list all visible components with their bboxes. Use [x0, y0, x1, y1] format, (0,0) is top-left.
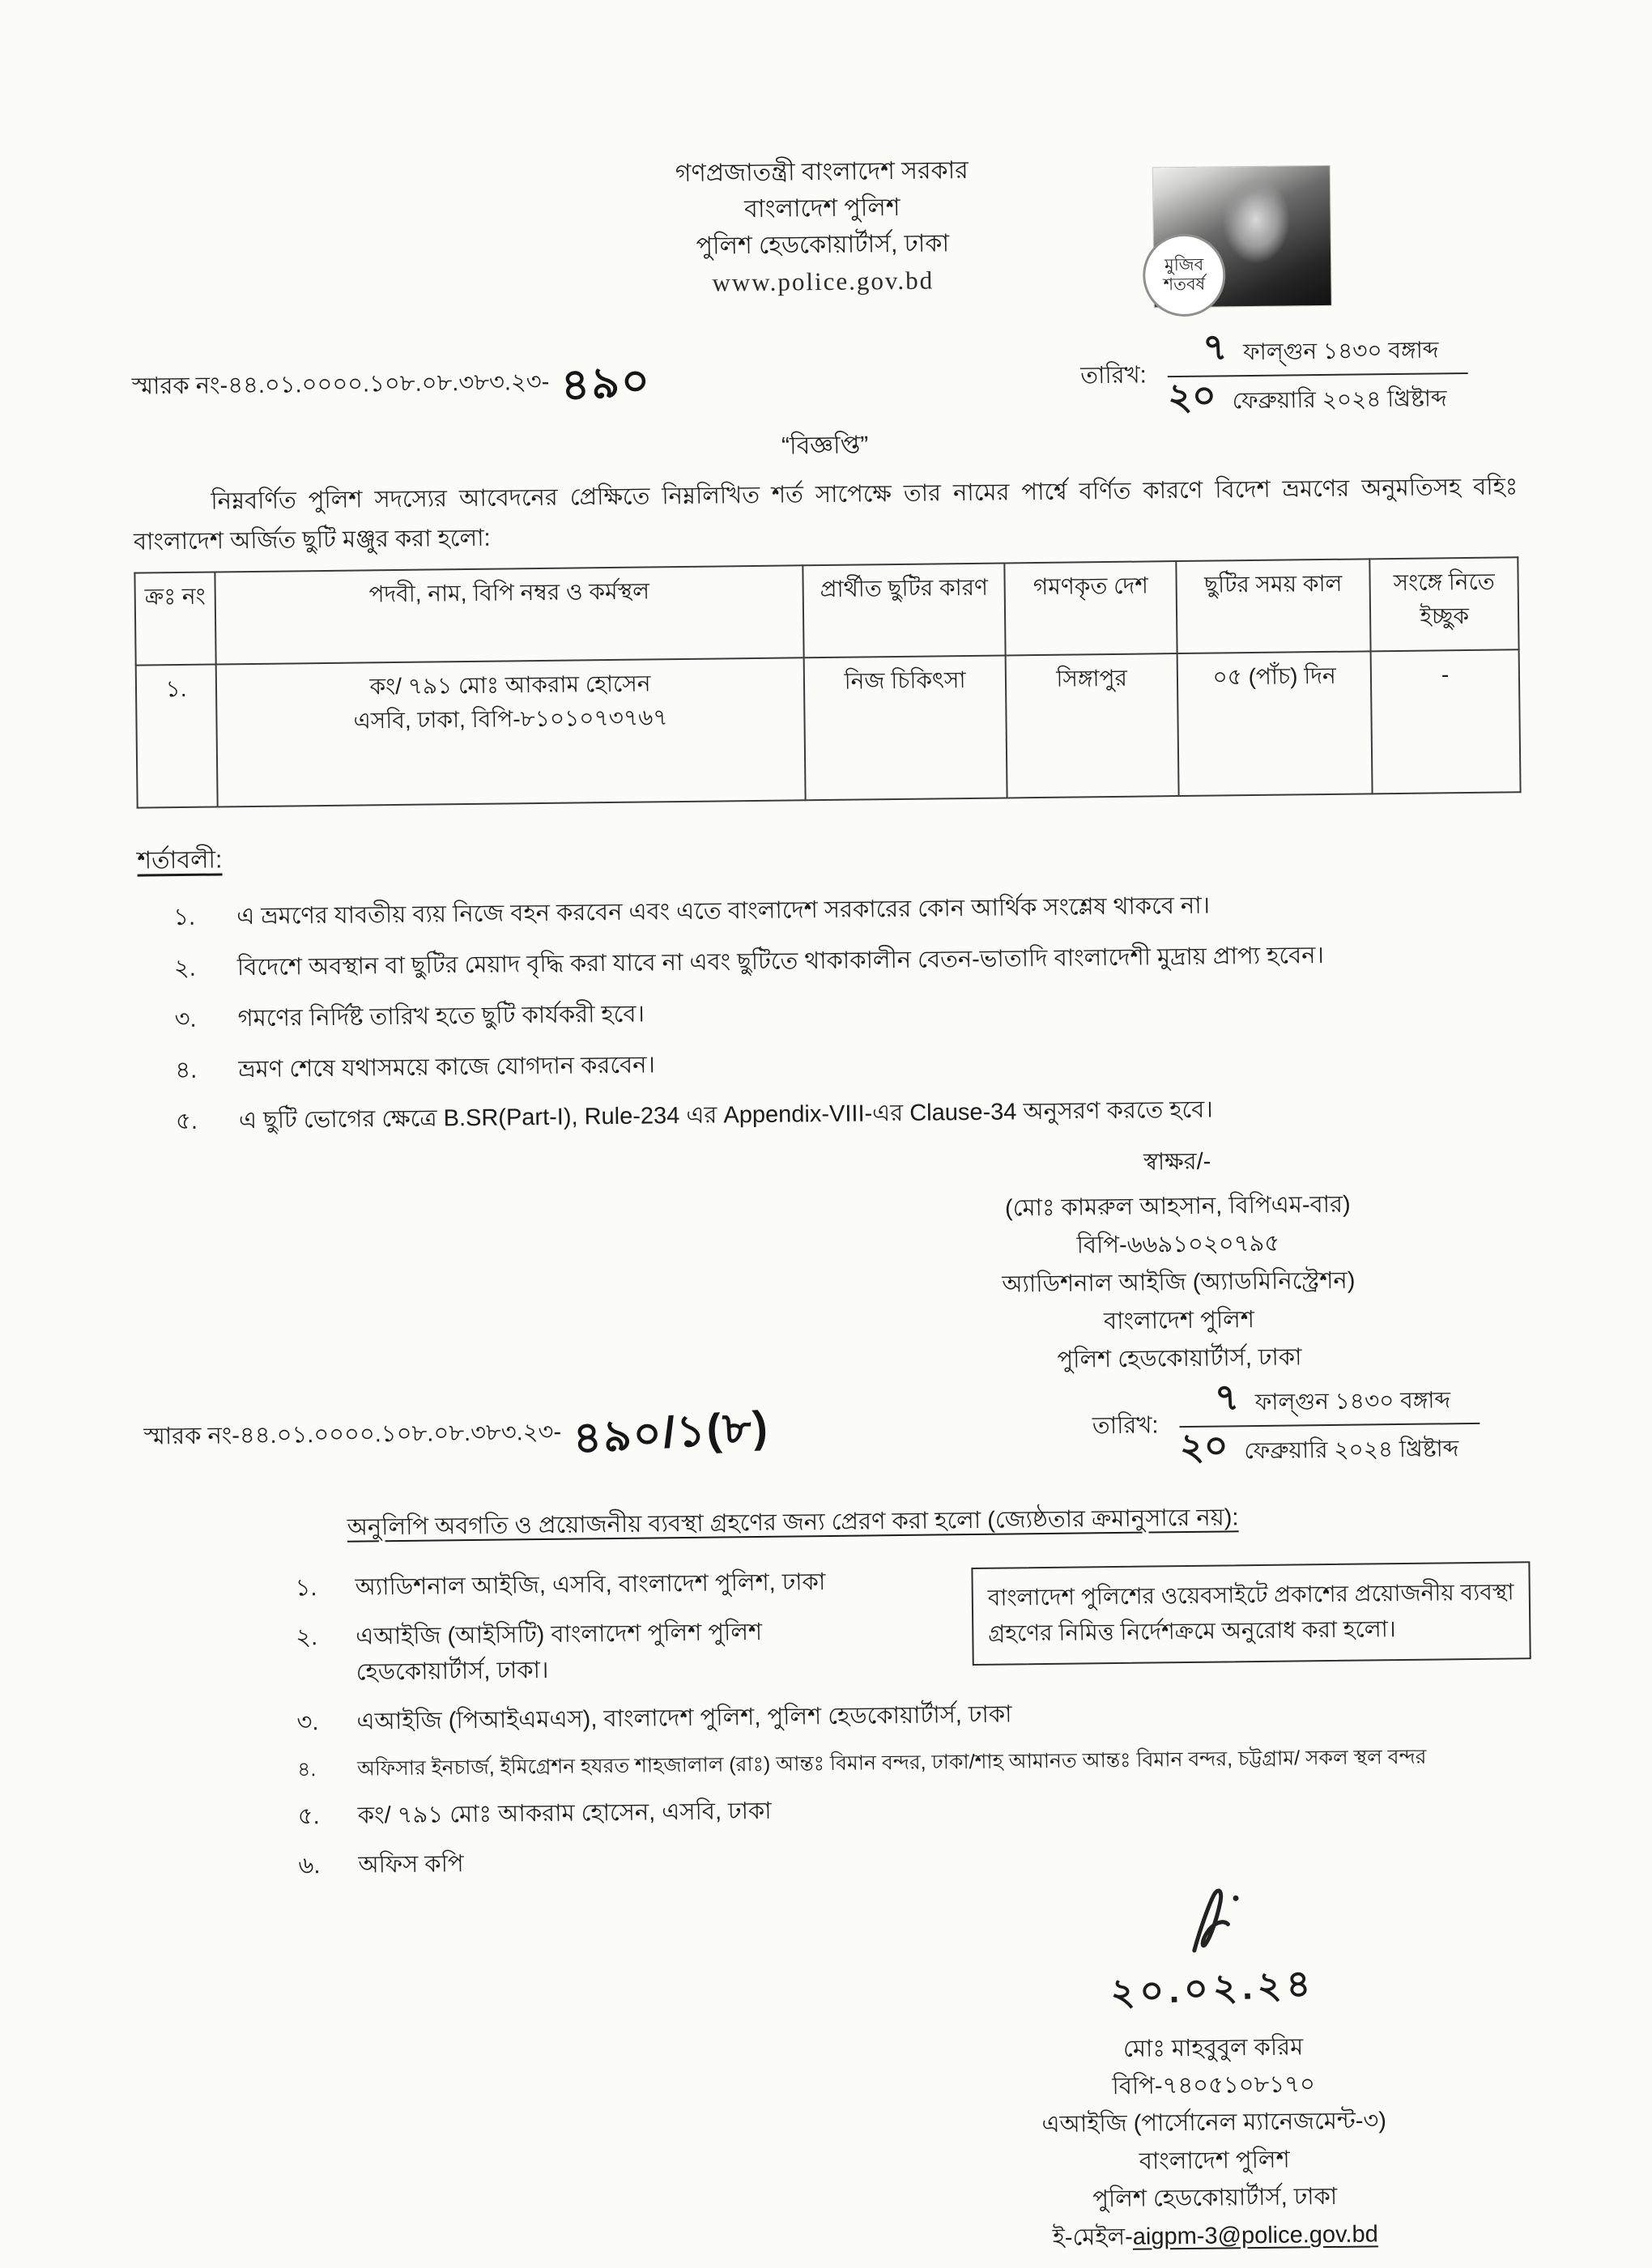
- distribution-text-3: এআইজি (পিআইএমএস), বাংলাদেশ পুলিশ, পুলিশ হেডকোয়ার্টার্স, ঢাকা: [356, 1701, 1012, 1736]
- date-stack-2: [1179, 1377, 1480, 1471]
- memo-number-label-1: স্মারক নং-৪৪.০১.০০০০.১০৮.০৮.৩৮৩.২৩-: [131, 368, 550, 400]
- mujib-100-badge: [1143, 233, 1226, 317]
- date-bengali-day-handwritten-2: ৭: [1213, 1375, 1241, 1419]
- condition-text-4: ভ্রমণ শেষে যথাসময়ে কাজে যোগদান করবেন।: [238, 1052, 656, 1083]
- memo-row-2: [143, 1377, 1529, 1483]
- date-gregorian-day-handwritten-1: ২০: [1166, 372, 1218, 418]
- signature-block-2: [912, 1883, 1515, 2257]
- condition-item-3: [174, 986, 1523, 1038]
- logo-text-line2: শতবর্ষ: [1163, 274, 1206, 295]
- condition-item-1: [173, 884, 1522, 936]
- condition-item-2: [174, 935, 1523, 987]
- condition-number-3: ৩.: [174, 1006, 197, 1033]
- cell-duration: ০৫ (পাঁচ) দিন: [1177, 651, 1373, 796]
- condition-number-2: ২.: [173, 955, 197, 982]
- cell-serial: ১.: [136, 665, 218, 808]
- date-bengali-line-2: [1179, 1377, 1480, 1427]
- condition-number-5: ৫.: [175, 1108, 198, 1134]
- date-gregorian-line-2: [1180, 1423, 1481, 1471]
- distribution-text-4: অফিসার ইনচার্জ, ইমিগ্রেশন হযরত শাহজালাল (রাঃ) আন্তঃ বিমান বন্দর, ঢাকা/শাহ আমানত আন্তঃ বিমান বন্দর, চট্টগ্রাম/ সকল স্থল বন্দর: [357, 1746, 1427, 1781]
- distribution-text-5: কং/ ৭৯১ মোঃ আকরাম হোসেন, এসবি, ঢাকা: [357, 1798, 772, 1829]
- header-office-line: পুলিশ হেডকোয়ার্টার্স, ঢাকা: [696, 230, 950, 260]
- email-line: [916, 2214, 1515, 2258]
- signatory2-name: মোঃ মাহবুবুল করিম: [1122, 2033, 1304, 2062]
- conditions-section: [137, 825, 1525, 1140]
- date-bengali-text-1: ফাল্গুন ১৪৩০ বঙ্গাব্দ: [1242, 336, 1439, 364]
- table-row: [136, 649, 1521, 807]
- cell-reason: নিজ চিকিৎসা: [804, 656, 1007, 801]
- distribution-item-1: [295, 1564, 825, 1606]
- table-header-country: গমণকৃত দেশ: [1005, 561, 1177, 655]
- condition-text-2: বিদেশে অবস্থান বা ছুটির মেয়াদ বৃদ্ধি করা যাবে না এবং ছুটিতে থাকাকালীন বেতন-ভাতাদি বাংলাদেশী মুদ্রায় প্রাপ্য হবেন।: [236, 943, 1325, 981]
- memo-number-line-1: [131, 355, 653, 411]
- notice-title: “বিজ্ঞপ্তি”: [781, 431, 869, 460]
- signatory1-designation: অ্যাডিশনাল আইজি (অ্যাডমিনিস্ট্রেশন): [1002, 1267, 1356, 1298]
- signatory1-org: বাংলাদেশ পুলিশ: [1103, 1306, 1255, 1334]
- signed-label: স্বাক্ষর/-: [1143, 1148, 1211, 1176]
- intro-paragraph: নিম্নবর্ণিত পুলিশ সদস্যের আবেদনের প্রেক্ষিতে নিম্নলিখিত শর্ত সাপেক্ষে তার নামের পার্শ্বে বর্ণিত কারণে বিদেশ ভ্রমণের অনুমতিসহ বহিঃ বাংলাদেশ অর্জিত ছুটি মঞ্জুর করা হলো:: [133, 473, 1518, 555]
- cell-companion: -: [1371, 649, 1521, 794]
- distribution-text-6: অফিস কপি: [358, 1851, 464, 1879]
- table-header-name: পদবী, নাম, বিপি নম্বর ও কর্মস্থল: [215, 565, 803, 664]
- signature-block-1: [918, 1140, 1438, 1381]
- distribution-number-6: ৬.: [298, 1853, 321, 1879]
- date-label-2: তারিখ:: [1092, 1412, 1159, 1440]
- cell-name-line2: এসবি, ঢাকা, বিপি-৮১০১০৭৩৭৬৭: [353, 704, 668, 734]
- memo-row-1: [131, 327, 1517, 433]
- distribution-item-4: [297, 1741, 1532, 1786]
- signatory1-bp-number: বিপি-৬৬৯১০২০৭৯৫: [1076, 1230, 1280, 1259]
- table-header-companion: সংঙ্গে নিতে ইচ্ছুক: [1370, 557, 1519, 651]
- signature-scribble-icon: [1163, 1887, 1261, 1957]
- mujib-100-logo: [1153, 166, 1331, 307]
- memo-number-handwritten-2: ৪৯০/১(৮): [571, 1402, 770, 1463]
- date-bengali-line-1: [1167, 327, 1468, 377]
- table-header-duration: ছুটির সময় কাল: [1176, 559, 1370, 653]
- distribution-item-2: [296, 1614, 798, 1692]
- distribution-top-row: [145, 1556, 1531, 1707]
- condition-item-4: [175, 1037, 1524, 1089]
- signatory2-bp-number: বিপি-৭৪০৫১০৮১৭০: [1112, 2071, 1316, 2100]
- condition-number-1: ১.: [173, 904, 196, 931]
- header-org-line: বাংলাদেশ পুলিশ: [743, 194, 901, 223]
- email-address: aigpm-3@police.gov.bd: [1132, 2220, 1378, 2250]
- website-note-box: বাংলাদেশ পুলিশের ওয়েবসাইটে প্রকাশের প্রয়োজনীয় ব্যবস্থা গ্রহণের নিমিত্ত নির্দেশক্রমে অনুরোধ করা হলো।: [971, 1561, 1531, 1666]
- header-government-line: গণপ্রজাতন্ত্রী বাংলাদেশ সরকার: [675, 156, 969, 188]
- distribution-item-5: [298, 1785, 1533, 1835]
- condition-item-5: [176, 1088, 1525, 1140]
- conditions-title: শর্তাবলী:: [137, 846, 223, 874]
- date-block-1: [1080, 327, 1469, 422]
- table-header-serial: ক্রঃ নং: [134, 572, 215, 666]
- date-gregorian-day-handwritten-2: ২০: [1178, 1423, 1229, 1468]
- date-bengali-day-handwritten-1: ৭: [1202, 325, 1228, 368]
- logo-text-line1: মুজিব: [1164, 255, 1204, 275]
- signatory1-name: (মোঃ কামরুল আহসান, বিপিএম-বার): [1004, 1191, 1351, 1222]
- cell-name: [216, 657, 806, 806]
- distribution-text-1: অ্যাডিশনাল আইজি, এসবি, বাংলাদেশ পুলিশ, ঢাকা: [355, 1568, 826, 1601]
- cell-country: সিঙ্গাপুর: [1006, 653, 1179, 798]
- cell-name-line1: কং/ ৭৯১ মোঃ আকরাম হোসেন: [369, 670, 651, 700]
- distribution-item-6: [298, 1834, 1533, 1884]
- signatory2-org: বাংলাদেশ পুলিশ: [1139, 2147, 1290, 2175]
- header-website: www.police.gov.bd: [712, 266, 935, 297]
- distribution-number-1: ১.: [295, 1574, 317, 1602]
- memo-number-line-2: [143, 1402, 770, 1463]
- date-gregorian-text-1: ফেব্রুয়ারি ২০২৪ খ্রিষ্টাব্দ: [1232, 385, 1447, 413]
- memo-number-handwritten-1: ৪৯০: [559, 355, 653, 411]
- conditions-list: [138, 884, 1525, 1140]
- signatory2-designation: এআইজি (পার্সোনেল ম্যানেজমেন্ট-৩): [1041, 2108, 1387, 2138]
- condition-text-5: এ ছুটি ভোগের ক্ষেত্রে B.SR(Part-I), Rule-234 এর Appendix-VIII-এর Clause-34 অনুসরণ করতে হবে।: [238, 1096, 1213, 1134]
- condition-text-1: এ ভ্রমণের যাবতীয় ব্যয় নিজে বহন করবেন এবং এতে বাংলাদেশ সরকারের কোন আর্থিক সংশ্লেষ থাকবে না।: [236, 892, 1211, 930]
- date-stack-1: [1167, 327, 1468, 421]
- leave-table: [134, 556, 1521, 808]
- distribution-text-2: এআইজি (আইসিটি) বাংলাদেশ পুলিশ পুলিশ হেডকোয়ার্টার্স, ঢাকা।: [356, 1619, 763, 1687]
- date-label-1: তারিখ:: [1080, 362, 1147, 389]
- distribution-items-1-2: [145, 1564, 827, 1707]
- distribution-heading: অনুলিপি অবগতি ও প্রয়োজনীয় ব্যবস্থা গ্রহণের জন্য প্রেরণ করা হলো (জ্যেষ্ঠতার ক্রমানুসারে নয়):: [347, 1504, 1239, 1541]
- distribution-number-4: ৪.: [297, 1758, 317, 1781]
- distribution-number-5: ৫.: [297, 1803, 320, 1830]
- email-label: ই-মেইল-: [1052, 2223, 1133, 2251]
- memo-number-label-2: স্মারক নং-৪৪.০১.০০০০.১০৮.০৮.৩৮৩.২৩-: [143, 1419, 562, 1450]
- table-header-reason: প্রার্থীত ছুটির কারণ: [803, 564, 1006, 658]
- condition-number-4: ৪.: [175, 1057, 198, 1084]
- table-header-row: [134, 557, 1518, 665]
- signatory2-office: পুলিশ হেডকোয়ার্টার্স, ঢাকা: [1092, 2184, 1338, 2213]
- handwritten-approval-date: ২০.০২.২৪: [1109, 1961, 1316, 2014]
- distribution-number-3: ৩.: [296, 1709, 319, 1736]
- date-gregorian-text-2: ফেব্রুয়ারি ২০২৪ খ্রিষ্টাব্দ: [1244, 1435, 1459, 1463]
- date-block-2: [1092, 1377, 1480, 1472]
- distribution-number-2: ২.: [296, 1623, 318, 1651]
- date-bengali-text-2: ফাল্গুন ১৪৩০ বঙ্গাব্দ: [1254, 1386, 1451, 1415]
- date-gregorian-line-1: [1168, 373, 1469, 421]
- signatory1-office: পুলিশ হেডকোয়ার্টার্স, ঢাকা: [1057, 1343, 1302, 1373]
- condition-text-3: গমণের নির্দিষ্ট তারিখ হতে ছুটি কার্যকরী হবে।: [237, 1001, 645, 1032]
